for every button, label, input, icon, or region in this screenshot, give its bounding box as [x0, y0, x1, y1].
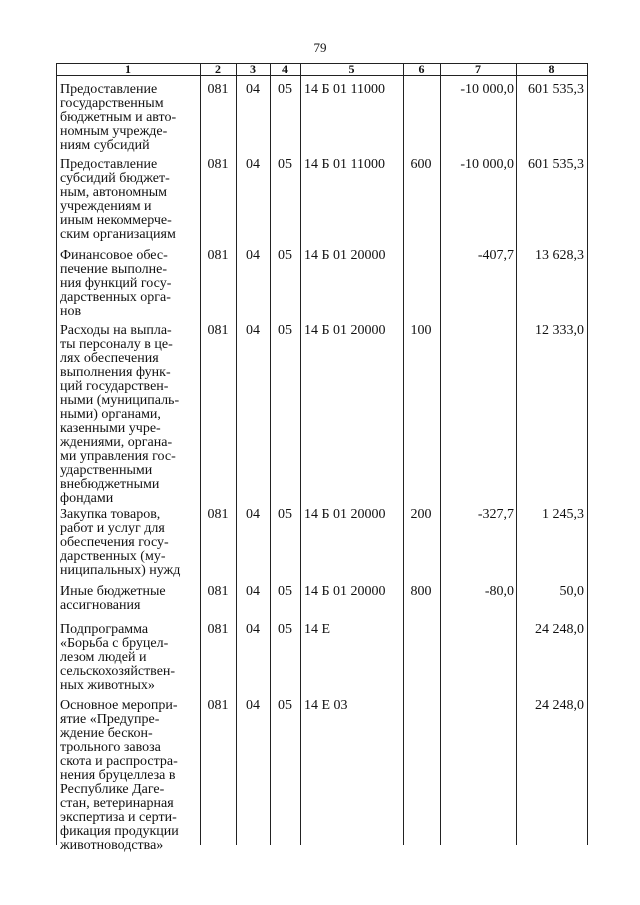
cell-subsection: 05	[278, 248, 292, 263]
header-cell: 2	[215, 62, 221, 76]
header-cell: 8	[548, 62, 555, 76]
cell-total: 1 245,3	[542, 507, 584, 522]
budget-table	[56, 62, 588, 853]
cell-section: 04	[246, 507, 260, 522]
column-divider	[200, 63, 201, 845]
cell-total: 50,0	[559, 584, 584, 599]
cell-section: 04	[246, 248, 260, 263]
row-name: Предоставление государственным бюджетным и авто- номным учрежде- ниям субсидий	[60, 82, 177, 153]
cell-target: 14 Б 01 20000	[304, 248, 386, 263]
cell-change: -327,7	[477, 507, 514, 522]
table-border-right	[587, 63, 588, 845]
column-divider	[403, 63, 404, 845]
table-border-left	[56, 63, 57, 845]
cell-subsection: 05	[278, 584, 292, 599]
cell-section: 04	[246, 82, 260, 97]
row-name: Основное меропри- ятие «Предупре- ждение бескон- трольного завоза скота и распростра- нения бруцеллеза в Республике Даге- стан, ветеринарная экспертиза и серти- фикация продукции животноводства»	[60, 698, 179, 853]
cell-target: 14 Б 01 11000	[304, 157, 386, 172]
cell-code: 081	[207, 507, 229, 522]
cell-section: 04	[246, 157, 260, 172]
cell-code: 081	[207, 82, 229, 97]
cell-expense-type: 200	[410, 507, 432, 522]
cell-target: 14 Б 01 20000	[304, 507, 386, 522]
cell-code: 081	[207, 248, 229, 263]
header-cell: 6	[418, 62, 425, 76]
column-divider	[236, 63, 237, 845]
cell-section: 04	[246, 584, 260, 599]
cell-total: 13 628,3	[535, 248, 584, 263]
header-bottom-line	[56, 75, 588, 76]
header-cell: 5	[348, 62, 355, 76]
cell-total: 24 248,0	[535, 698, 584, 713]
row-name: Предоставление субсидий бюджет- ным, автономным учреждениям и иным некоммерче- ским организациям	[60, 157, 176, 242]
cell-subsection: 05	[278, 507, 292, 522]
cell-code: 081	[207, 157, 229, 172]
cell-subsection: 05	[278, 323, 292, 338]
row-name: Расходы на выпла- ты персоналу в це- лях обеспечения выполнения функ- ций государствен- ными (муниципаль- ными) органами, казенными учре- ждениями, органа- ми управления гос- ударственными внебюджетными фондами	[60, 323, 180, 506]
cell-code: 081	[207, 584, 229, 599]
cell-change: -10 000,0	[460, 157, 514, 172]
cell-code: 081	[207, 622, 229, 637]
cell-expense-type: 100	[410, 323, 432, 338]
header-row	[56, 63, 588, 75]
cell-target: 14 Е 03	[304, 698, 348, 713]
cell-section: 04	[246, 622, 260, 637]
column-divider	[440, 63, 441, 845]
cell-target: 14 Б 01 11000	[304, 82, 386, 97]
cell-expense-type: 600	[410, 157, 432, 172]
cell-total: 601 535,3	[528, 82, 584, 97]
header-cell: 7	[475, 62, 481, 76]
header-cell: 4	[282, 62, 288, 76]
page-number: 79	[313, 40, 327, 55]
cell-change: -407,7	[477, 248, 514, 263]
cell-target: 14 Е	[304, 622, 331, 637]
row-name: Закупка товаров, работ и услуг для обеспечения госу- дарственных (му- ниципальных) нужд	[60, 507, 181, 578]
row-name: Подпрограмма «Борьба с бруцел- лезом людей и сельскохозяйствен- ных животных»	[60, 622, 176, 693]
cell-expense-type: 800	[410, 584, 432, 599]
cell-change: -80,0	[484, 584, 514, 599]
cell-subsection: 05	[278, 622, 292, 637]
cell-code: 081	[207, 323, 229, 338]
cell-change: -10 000,0	[460, 82, 514, 97]
column-divider	[516, 63, 517, 845]
row-name: Финансовое обес- печение выполне- ния функций госу- дарственных орга- нов	[60, 248, 172, 319]
cell-subsection: 05	[278, 698, 292, 713]
cell-subsection: 05	[278, 157, 292, 172]
column-divider	[270, 63, 271, 845]
header-cell: 3	[250, 62, 256, 76]
row-name: Иные бюджетные ассигнования	[60, 584, 166, 613]
header-cell: 1	[125, 62, 131, 76]
cell-total: 12 333,0	[535, 323, 584, 338]
cell-total: 601 535,3	[528, 157, 584, 172]
column-divider	[300, 63, 301, 845]
cell-target: 14 Б 01 20000	[304, 584, 386, 599]
cell-section: 04	[246, 323, 260, 338]
cell-code: 081	[207, 698, 229, 713]
cell-total: 24 248,0	[535, 622, 584, 637]
cell-target: 14 Б 01 20000	[304, 323, 386, 338]
cell-section: 04	[246, 698, 260, 713]
cell-subsection: 05	[278, 82, 292, 97]
